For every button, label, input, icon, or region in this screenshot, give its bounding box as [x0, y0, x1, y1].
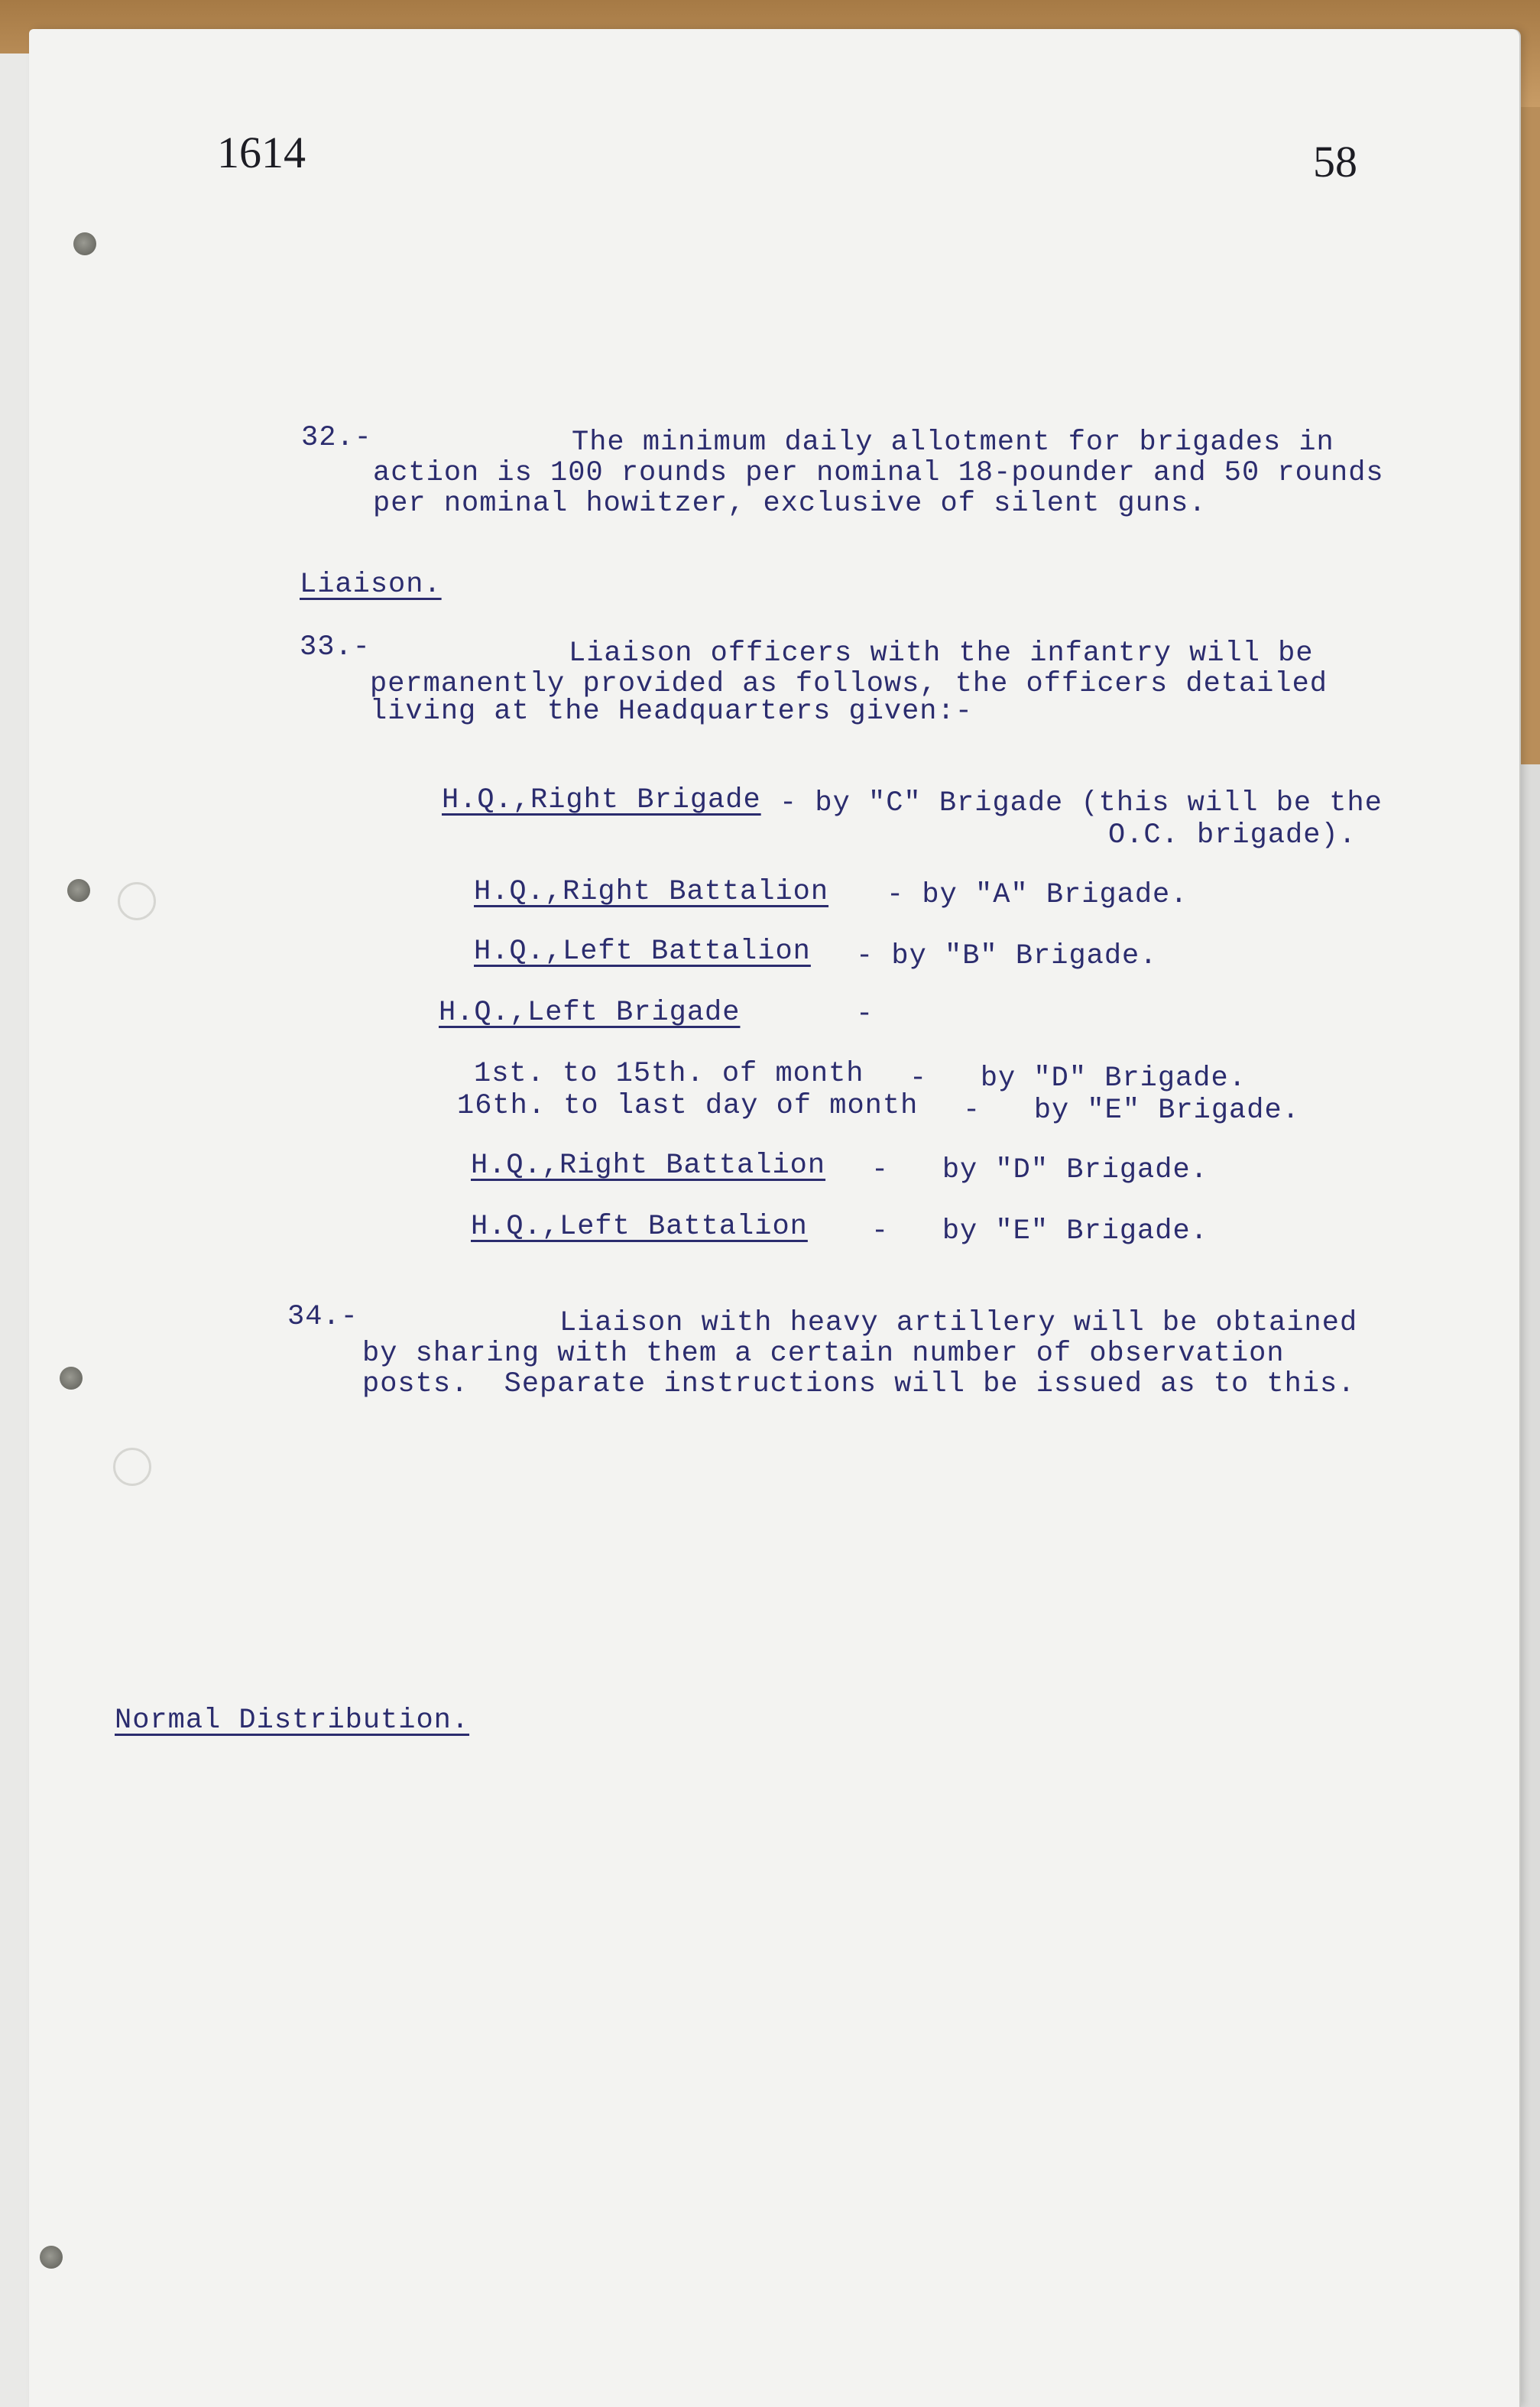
paragraph-32-line: action is 100 rounds per nominal 18-pounder and 50 rounds	[373, 457, 1384, 489]
paragraph-33-line: living at the Headquarters given:-	[370, 696, 973, 728]
page-number: 58	[1313, 137, 1357, 187]
left-brigade-period-2-provider: - by "E" Brigade.	[963, 1095, 1300, 1127]
punch-hole	[67, 879, 90, 902]
left-brigade-period-2: 16th. to last day of month	[457, 1090, 919, 1122]
paragraph-33-line: permanently provided as follows, the officers detailed	[370, 668, 1328, 700]
punch-hole	[73, 232, 96, 255]
paragraph-32-number: 32.-	[301, 422, 372, 454]
hq-left-brigade-dash: -	[856, 998, 874, 1030]
paragraph-33-number: 33.-	[300, 631, 371, 663]
punch-hole	[40, 2246, 63, 2269]
hq-left-battalion-2: H.Q.,Left Battalion	[471, 1211, 808, 1243]
hq-right-battalion-2-provider: - by "D" Brigade.	[871, 1154, 1208, 1186]
file-number: 1614	[217, 128, 306, 177]
left-brigade-period-1-provider: - by "D" Brigade.	[909, 1062, 1247, 1095]
hq-right-battalion-provider: - by "A" Brigade.	[887, 879, 1188, 911]
paragraph-34-number: 34.-	[287, 1301, 358, 1333]
hq-left-battalion-2-provider: - by "E" Brigade.	[871, 1215, 1208, 1247]
paragraph-34-line: Liaison with heavy artillery will be obtained	[559, 1307, 1358, 1339]
paragraph-32-line: The minimum daily allotment for brigades in	[572, 427, 1334, 459]
reinforcement-ring	[113, 1448, 151, 1486]
hq-left-brigade: H.Q.,Left Brigade	[439, 997, 741, 1029]
punch-hole	[60, 1367, 83, 1390]
hq-right-battalion: H.Q.,Right Battalion	[474, 876, 829, 908]
heading-normal-distribution: Normal Distribution.	[115, 1705, 470, 1737]
hq-left-battalion: H.Q.,Left Battalion	[474, 936, 811, 968]
hq-right-battalion-2: H.Q.,Right Battalion	[471, 1150, 826, 1182]
hq-left-battalion-provider: - by "B" Brigade.	[856, 940, 1158, 972]
paragraph-34-line: by sharing with them a certain number of observation	[362, 1338, 1285, 1370]
reinforcement-ring	[118, 882, 156, 920]
paragraph-34-line: posts. Separate instructions will be issued as to this.	[362, 1368, 1356, 1400]
paragraph-32-line: per nominal howitzer, exclusive of silent guns.	[373, 488, 1207, 520]
document-page	[29, 29, 1519, 2407]
hq-right-brigade: H.Q.,Right Brigade	[442, 784, 761, 816]
hq-right-brigade-provider-cont: O.C. brigade).	[1108, 819, 1357, 852]
left-brigade-period-1: 1st. to 15th. of month	[474, 1058, 864, 1090]
hq-right-brigade-provider: - by "C" Brigade (this will be the	[780, 787, 1383, 819]
section-heading-liaison: Liaison.	[300, 569, 442, 601]
paragraph-33-line: Liaison officers with the infantry will be	[569, 637, 1314, 670]
